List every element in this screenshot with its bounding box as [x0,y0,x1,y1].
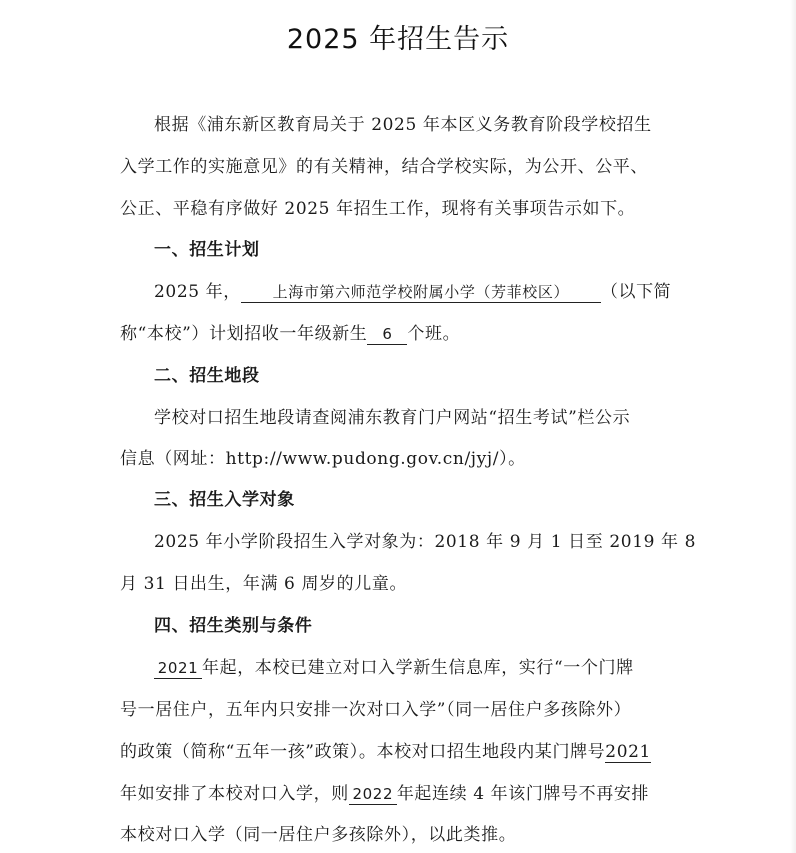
section-4-line-1 [154,656,634,680]
section-1-prefix: 2025 年， [154,282,241,302]
section-1-suffix: （以下简 [600,282,672,302]
section-3-line-1: 2025 年小学阶段招生入学对象为：2018 年 9 月 1 日至 2019 年 8 [154,532,697,552]
section-4-line-3 [120,740,651,764]
section-4-line-1-rest: 年起，本校已建立对口入学新生信息库，实行“一个门牌 [202,658,634,678]
section-2-heading: 二、招生地段 [154,366,260,386]
section-4-line-2: 号一居住户，五年内只安排一次对口入学”（同一居住户多孩除外） [120,700,632,720]
section-4-line-4-prefix: 年如安排了本校对口入学，则 [120,784,349,804]
intro-line-1: 根据《浦东新区教育局关于 2025 年本区义务教育阶段学校招生 [154,115,652,135]
section-4-line-3-prefix: 的政策（简称“五年一孩”政策）。本校对口招生地段内某门牌号 [120,742,606,762]
section-4-line-5: 本校对口入学（同一居住户多孩除外），以此类推。 [120,825,517,845]
intro-line-2: 入学工作的实施意见》的有关精神，结合学校实际，为公开、公平、 [120,157,648,177]
document-title: 2025 年招生告示 [286,24,510,55]
section-2-line-1: 学校对口招生地段请查阅浦东教育门户网站“招生考试”栏公示 [154,408,631,428]
section-1-line-2-suffix: 个班。 [407,324,461,344]
section-1-line-2 [120,322,460,346]
section-1-line-1 [154,280,671,304]
restart-year-field: 2022 [349,784,397,805]
section-3-line-2: 月 31 日出生，年满 6 周岁的儿童。 [120,574,408,594]
example-year-field: 2021 [605,742,651,762]
start-year-field: 2021 [154,658,202,679]
section-1-heading: 一、招生计划 [154,240,260,260]
section-3-heading: 三、招生入学对象 [154,490,295,510]
section-2-line-2: 信息（网址：http://www.pudong.gov.cn/jyj/）。 [120,449,526,469]
section-1-line-2-prefix: 称“本校”）计划招收一年级新生 [120,324,368,344]
section-4-line-4-rest: 年起连续 4 年该门牌号不再安排 [396,784,650,804]
intro-line-3: 公正、平稳有序做好 2025 年招生工作，现将有关事项告示如下。 [120,199,636,219]
section-4-heading: 四、招生类别与条件 [154,616,313,636]
school-name-field: 上海市第六师范学校附属小学（芳菲校区） [241,282,601,303]
page-edge-shadow [790,0,796,853]
class-count-field: 6 [367,324,407,345]
section-4-line-4 [120,782,649,806]
